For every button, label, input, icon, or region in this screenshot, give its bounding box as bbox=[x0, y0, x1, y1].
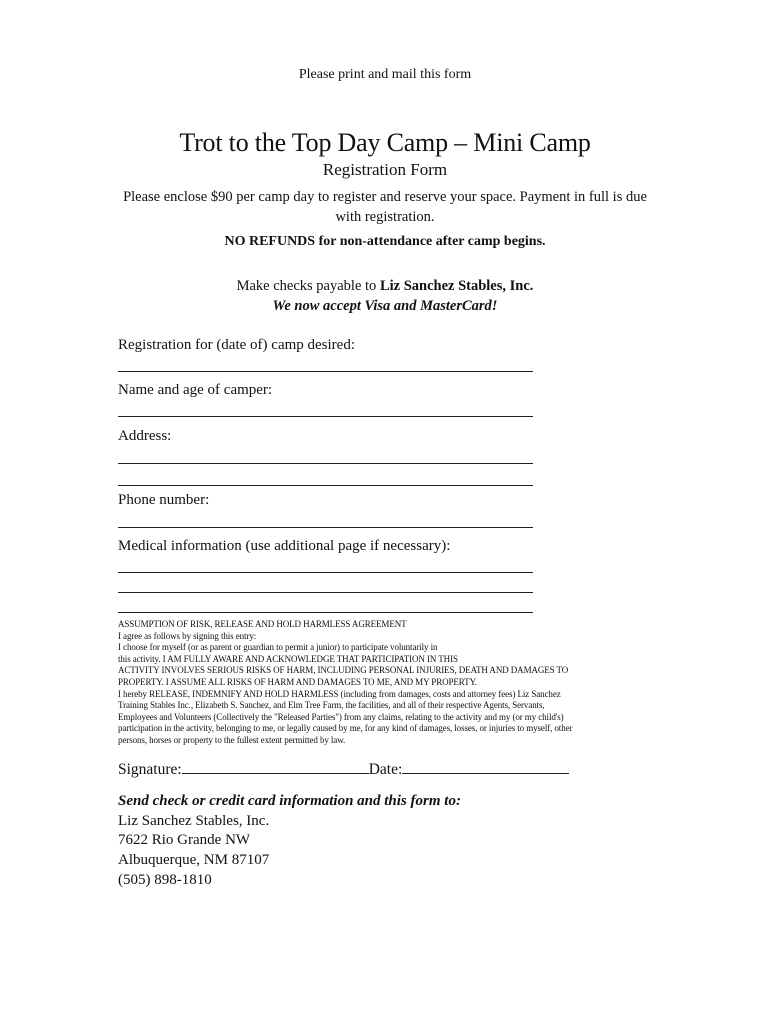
agreement-line: participation in the activity, belonging to me, or legally caused by me, for any kind of damages, losses, or injuries to myself, other bbox=[118, 723, 573, 734]
name-age-label: Name and age of camper: bbox=[118, 382, 273, 398]
checks-prefix: Make checks payable to bbox=[236, 278, 380, 294]
mailing-heading: Send check or credit card information and this form to: bbox=[118, 793, 461, 809]
mailing-name: Liz Sanchez Stables, Inc. bbox=[118, 813, 270, 829]
date-line[interactable] bbox=[402, 772, 569, 774]
agreement-line: ACTIVITY INVOLVES SERIOUS RISKS OF HARM, INCLUDING PERSONAL INJURIES, DEATH AND DAMAGES TO bbox=[118, 665, 569, 676]
checks-payable bbox=[0, 278, 770, 295]
signature-label: Signature: bbox=[118, 761, 182, 778]
payment-instructions: Please enclose $90 per camp day to register and reserve your space. Payment in full is due with registration. bbox=[123, 189, 647, 225]
refund-policy: NO REFUNDS for non-attendance after camp begins. bbox=[224, 234, 546, 249]
agreement-line: ASSUMPTION OF RISK, RELEASE AND HOLD HARMLESS AGREEMENT bbox=[118, 619, 407, 629]
form-subtitle: Registration Form bbox=[322, 160, 448, 179]
camp-date-line[interactable] bbox=[118, 371, 533, 372]
date-label: Date: bbox=[368, 761, 403, 778]
signature-row bbox=[118, 761, 569, 779]
phone-label: Phone number: bbox=[118, 492, 210, 508]
address-label: Address: bbox=[118, 428, 172, 444]
medical-line-3[interactable] bbox=[118, 612, 533, 613]
agreement-line: I hereby RELEASE, INDEMNIFY AND HOLD HARMLESS (including from damages, costs and attorney fees) Liz Sanchez bbox=[118, 688, 561, 699]
agreement-line: this activity. I AM FULLY AWARE AND ACKNOWLEDGE THAT PARTICIPATION IN THIS bbox=[118, 653, 458, 664]
release-agreement bbox=[118, 619, 658, 747]
agreement-line: Training Stables Inc., Elizabeth S. Sanchez, and Elm Tree Farm, the facilities, and all of their respective Agents, Servants, bbox=[118, 700, 545, 711]
address-line-2[interactable] bbox=[118, 485, 533, 486]
mailing-phone: (505) 898-1810 bbox=[118, 872, 212, 888]
checks-payee: Liz Sanchez Stables, Inc. bbox=[379, 278, 534, 294]
agreement-line: I agree as follows by signing this entry: bbox=[118, 630, 257, 641]
medical-label: Medical information (use additional page if necessary): bbox=[118, 538, 451, 554]
agreement-line: I choose for myself (or as parent or guardian to permit a junior) to participate voluntarily in bbox=[118, 642, 438, 653]
medical-line-1[interactable] bbox=[118, 572, 533, 573]
agreement-line: persons, horses or property to the fullest extent permitted by law. bbox=[118, 734, 346, 745]
medical-line-2[interactable] bbox=[118, 592, 533, 593]
phone-line[interactable] bbox=[118, 527, 533, 528]
address-line-1[interactable] bbox=[118, 463, 533, 464]
mailing-city: Albuquerque, NM 87107 bbox=[118, 852, 270, 868]
card-acceptance: We now accept Visa and MasterCard! bbox=[272, 298, 498, 314]
agreement-line: PROPERTY. I ASSUME ALL RISKS OF HARM AND DAMAGES TO ME, AND MY PROPERTY. bbox=[118, 676, 477, 687]
camp-date-label: Registration for (date of) camp desired: bbox=[118, 337, 355, 353]
print-note: Please print and mail this form bbox=[298, 67, 472, 82]
signature-line[interactable] bbox=[182, 772, 369, 774]
agreement-line: Employees and Volunteers (Collectively the "Released Parties") from any claims, relating to the activity and my (or my child's) bbox=[118, 711, 564, 722]
form-title: Trot to the Top Day Camp – Mini Camp bbox=[179, 128, 591, 157]
name-age-line[interactable] bbox=[118, 416, 533, 417]
mailing-street: 7622 Rio Grande NW bbox=[118, 832, 251, 848]
